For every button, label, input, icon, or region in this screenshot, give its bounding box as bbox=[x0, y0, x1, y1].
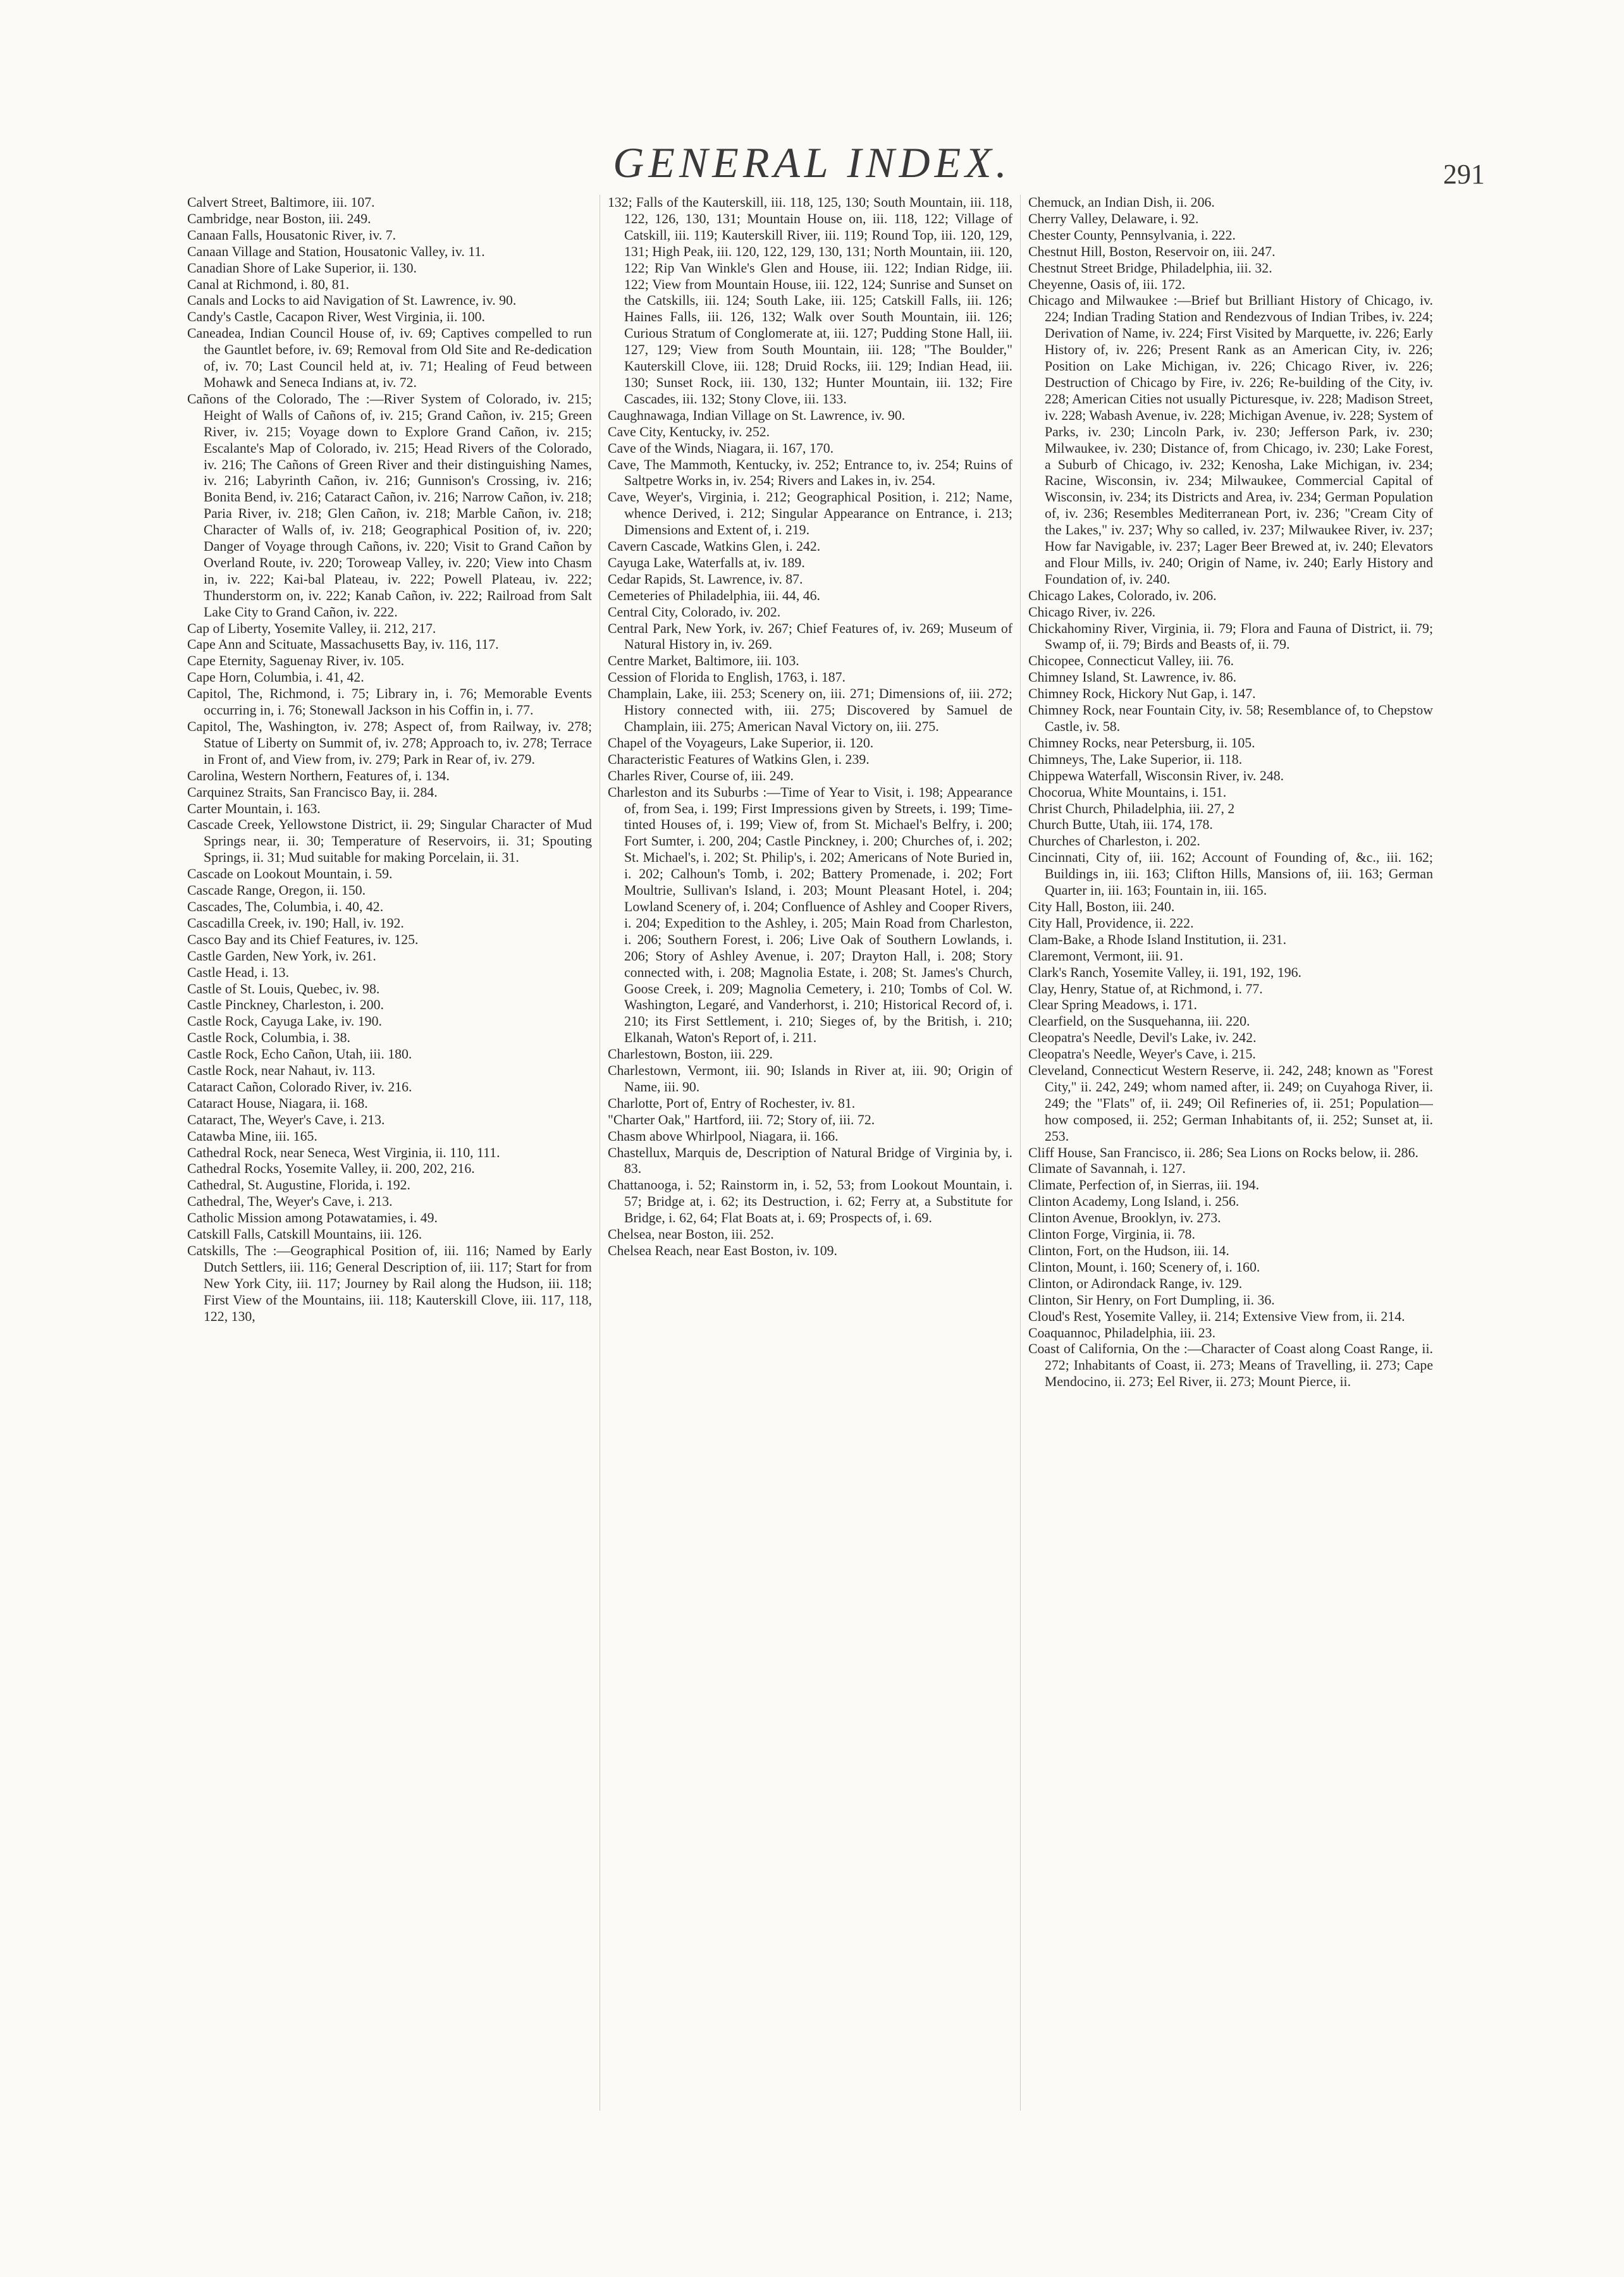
index-entry: Canaan Village and Station, Housatonic Valley, iv. 11. bbox=[187, 243, 485, 259]
index-entry: Cheyenne, Oasis of, iii. 172. bbox=[1028, 276, 1186, 292]
index-entry: Cape Eternity, Saguenay River, iv. 105. bbox=[187, 653, 405, 669]
index-entry: Charlestown, Vermont, iii. 90; Islands in River at, iii. 90; Origin of Name, iii. 90. bbox=[608, 1063, 1012, 1095]
index-entry: Catskills, The :—Geographical Position of, iii. 116; Named by Early Dutch Settlers, iii. 116; General Description of, iii. 117; Start for from New York City, iii. 117; Journey by Rail along the Hudson, iii. 118; First View of the Mountains, iii. 118; Kauterskill Clove, iii. 117, 118, 122, 130, bbox=[187, 1243, 592, 1324]
index-entry: Chelsea Reach, near East Boston, iv. 109. bbox=[608, 1243, 837, 1258]
index-entry: Catholic Mission among Potawatamies, i. 49. bbox=[187, 1210, 438, 1226]
index-entry: Church Butte, Utah, iii. 174, 178. bbox=[1028, 817, 1213, 833]
index-entry: Charles River, Course of, iii. 249. bbox=[608, 768, 794, 783]
index-entry: Cavern Cascade, Watkins Glen, i. 242. bbox=[608, 539, 821, 555]
index-entry: Capitol, The, Richmond, i. 75; Library in, i. 76; Memorable Events occurring in, i. 76; Stonewall Jackson in his Coffin in, i. 77. bbox=[187, 686, 592, 718]
index-entry: "Charter Oak," Hartford, iii. 72; Story of, iii. 72. bbox=[608, 1112, 875, 1127]
index-entry: Cambridge, near Boston, iii. 249. bbox=[187, 211, 371, 226]
index-entry: Clinton Academy, Long Island, i. 256. bbox=[1028, 1194, 1240, 1210]
index-entry: Centre Market, Baltimore, iii. 103. bbox=[608, 653, 799, 669]
index-entry: City Hall, Boston, iii. 240. bbox=[1028, 899, 1175, 914]
index-entry: Catawba Mine, iii. 165. bbox=[187, 1128, 317, 1144]
index-entry: Clinton, Fort, on the Hudson, iii. 14. bbox=[1028, 1243, 1229, 1258]
index-entry: Cape Ann and Scituate, Massachusetts Bay, iv. 116, 117. bbox=[187, 637, 499, 653]
index-entry: Chemuck, an Indian Dish, ii. 206. bbox=[1028, 195, 1215, 210]
index-entry: Cayuga Lake, Waterfalls at, iv. 189. bbox=[608, 555, 805, 570]
index-entry: Clay, Henry, Statue of, at Richmond, i. 77. bbox=[1028, 981, 1263, 997]
index-entry: Catskill Falls, Catskill Mountains, iii. 126. bbox=[187, 1227, 422, 1243]
index-entry: Cincinnati, City of, iii. 162; Account of Founding of, &c., iii. 162; Buildings in, iii. 163; Clifton Hills, Mansions of, iii. 163; German Quarter in, iii. 163; Fountain in, iii. 165. bbox=[1028, 850, 1433, 899]
index-entry: Cap of Liberty, Yosemite Valley, ii. 212, 217. bbox=[187, 620, 436, 636]
index-entry: Cathedral Rock, near Seneca, West Virginia, ii. 110, 111. bbox=[187, 1145, 500, 1160]
index-entry: Chattanooga, i. 52; Rainstorm in, i. 52, 53; from Lookout Mountain, i. 57; Bridge at, i. 62; its Destruction, i. 62; Ferry at, a Substitute for Bridge, i. 62, 64; Flat Boats at, i. 69; Prospects of, i. 69. bbox=[608, 1177, 1012, 1226]
index-entry: Coaquannoc, Philadelphia, iii. 23. bbox=[1028, 1325, 1216, 1341]
index-entry: Cataract House, Niagara, ii. 168. bbox=[187, 1095, 368, 1111]
index-entry: Casco Bay and its Chief Features, iv. 125. bbox=[187, 931, 419, 947]
index-entry: Cascade on Lookout Mountain, i. 59. bbox=[187, 866, 393, 882]
index-entry: Cathedral, St. Augustine, Florida, i. 192. bbox=[187, 1177, 410, 1193]
index-entry: Champlain, Lake, iii. 253; Scenery on, iii. 271; Dimensions of, iii. 272; History connected with, iii. 275; Discovered by Samuel de Champlain, iii. 275; American Naval Victory on, iii. 275. bbox=[608, 686, 1012, 734]
index-entry: Central City, Colorado, iv. 202. bbox=[608, 604, 781, 620]
index-entry: Christ Church, Philadelphia, iii. 27, 2 bbox=[1028, 801, 1235, 816]
index-entry: Chasm above Whirlpool, Niagara, ii. 166. bbox=[608, 1128, 839, 1144]
index-entry: Cascade Creek, Yellowstone District, ii. 29; Singular Character of Mud Springs near, ii. 30; Temperature of Reservoirs, ii. 31; Spouting Springs, ii. 31; Mud suitable for making Porcelain, ii. 31. bbox=[187, 817, 592, 866]
index-entry: Canals and Locks to aid Navigation of St. Lawrence, iv. 90. bbox=[187, 293, 517, 309]
index-entry: Cleveland, Connecticut Western Reserve, ii. 242, 248; known as "Forest City," ii. 242, 249; whom named after, ii. 249; on Cuyahoga River, ii. 249; the "Flats" of, ii. 249; Oil Refineries of, ii. 251; Population—how composed, ii. 252; German Inhabitants of, ii. 252; Sunset at, ii. 253. bbox=[1028, 1063, 1433, 1144]
index-entry: Cloud's Rest, Yosemite Valley, ii. 214; Extensive View from, ii. 214. bbox=[1028, 1308, 1405, 1324]
index-entry: Chicago and Milwaukee :—Brief but Brilliant History of Chicago, iv. 224; Indian Trading Station and Rendezvous of Indian Tribes, iv. 224; Derivation of Name, iv. 224; First Visited by Marquette, iv. 226; Early History of, iv. 226; Present Rank as an American City, iv. 226; Position on Lake Michigan, iv. 226; Chicago River, iv. 226; Destruction of Chicago by Fire, iv. 226; Re-building of the City, iv. 228; American Cities not usually Picturesque, iv. 228; Madison Street, iv. 228; Wabash Avenue, iv. 228; Michigan Avenue, iv. 228; System of Parks, iv. 230; Lincoln Park, iv. 230; Jefferson Park, iv. 230; Milwaukee, iv. 230; Distance of, from Chicago, iv. 230; Lake Forest, a Suburb of Chicago, iv. 232; Kenosha, Lake Michigan, iv. 234; Racine, Wisconsin, iv. 234; Milwaukee, Commercial Capital of Wisconsin, iv. 234; its Districts and Area, iv. 234; German Population of, iv. 236; Resembles Mediterranean Port, iv. 236; "Cream City of the Lakes," iv. 237; Why so called, iv. 237; Milwaukee River, iv. 237; How far Navigable, iv. 237; Lager Beer Brewed at, iv. 240; Elevators and Flour Mills, iv. 240; Origin of Name, iv. 240; Early History and Foundation of, iv. 240. bbox=[1028, 293, 1433, 587]
index-entry: Charlotte, Port of, Entry of Rochester, iv. 81. bbox=[608, 1095, 856, 1111]
index-entry: Claremont, Vermont, iii. 91. bbox=[1028, 948, 1183, 964]
index-entry: Cataract, The, Weyer's Cave, i. 213. bbox=[187, 1112, 385, 1127]
index-entry: Cathedral, The, Weyer's Cave, i. 213. bbox=[187, 1194, 393, 1210]
index-entry: Cascades, The, Columbia, i. 40, 42. bbox=[187, 899, 384, 914]
index-entry: Castle Pinckney, Charleston, i. 200. bbox=[187, 997, 384, 1013]
index-entry: Chimney Rock, Hickory Nut Gap, i. 147. bbox=[1028, 686, 1256, 702]
index-entry: Chippewa Waterfall, Wisconsin River, iv. 248. bbox=[1028, 768, 1284, 783]
index-entry: Clark's Ranch, Yosemite Valley, ii. 191, 192, 196. bbox=[1028, 964, 1301, 980]
index-entry: Castle Rock, Columbia, i. 38. bbox=[187, 1030, 350, 1046]
index-entry: Climate, Perfection of, in Sierras, iii. 194. bbox=[1028, 1177, 1260, 1193]
index-entry: Clinton, Sir Henry, on Fort Dumpling, ii. 36. bbox=[1028, 1292, 1275, 1308]
index-entry: Candy's Castle, Cacapon River, West Virginia, ii. 100. bbox=[187, 309, 485, 325]
index-entry: Cascadilla Creek, iv. 190; Hall, iv. 192. bbox=[187, 915, 404, 931]
index-entry: Cape Horn, Columbia, i. 41, 42. bbox=[187, 670, 364, 685]
index-entry: Cascade Range, Oregon, ii. 150. bbox=[187, 883, 366, 899]
index-entry: Cave, The Mammoth, Kentucky, iv. 252; Entrance to, iv. 254; Ruins of Saltpetre Works in, iv. 254; Rivers and Lakes in, iv. 254. bbox=[608, 457, 1012, 489]
index-entry: Chestnut Hill, Boston, Reservoir on, iii. 247. bbox=[1028, 243, 1276, 259]
index-entry: Clear Spring Meadows, i. 171. bbox=[1028, 997, 1197, 1013]
index-entry: Carquinez Straits, San Francisco Bay, ii. 284. bbox=[187, 784, 438, 800]
index-entry: Cathedral Rocks, Yosemite Valley, ii. 200, 202, 216. bbox=[187, 1161, 475, 1177]
index-entry: Characteristic Features of Watkins Glen, i. 239. bbox=[608, 751, 870, 767]
index-entry: Cave City, Kentucky, iv. 252. bbox=[608, 424, 770, 439]
index-entry: Chimney Rock, near Fountain City, iv. 58; Resemblance of, to Chepstow Castle, iv. 58. bbox=[1028, 703, 1433, 734]
index-entry: Castle of St. Louis, Quebec, iv. 98. bbox=[187, 981, 380, 997]
index-entry: Chicago River, iv. 226. bbox=[1028, 604, 1156, 620]
index-entry: Clearfield, on the Susquehanna, iii. 220. bbox=[1028, 1014, 1250, 1029]
index-entry: Caneadea, Indian Council House of, iv. 69; Captives compelled to run the Gauntlet before, iv. 69; Removal from Old Site and Re-dedication of, iv. 70; Last Council held at, iv. 71; Healing of Feud between Mohawk and Seneca Indians at, iv. 72. bbox=[187, 326, 592, 390]
index-entry: Cliff House, San Francisco, ii. 286; Sea Lions on Rocks below, ii. 286. bbox=[1028, 1145, 1418, 1160]
index-entry: Cleopatra's Needle, Devil's Lake, iv. 242. bbox=[1028, 1030, 1257, 1046]
index-entry: Chastellux, Marquis de, Description of Natural Bridge of Virginia by, i. 83. bbox=[608, 1145, 1012, 1177]
index-entry: Cataract Cañon, Colorado River, iv. 216. bbox=[187, 1079, 412, 1095]
index-entry: 132; Falls of the Kauterskill, iii. 118, 125, 130; South Mountain, iii. 118, 122, 126, 130, 131; Mountain House on, iii. 118, 122; Village of Catskill, iii. 119; Kauterskill River, iii. 119; Round Top, iii. 120, 129, 131; High Peak, iii. 120, 122, 129, 130, 131; North Mountain, iii. 120, 122; Rip Van Winkle's Glen and House, iii. 122; Indian Ridge, iii. 122; View from Mountain House, iii. 122, 124; Sunrise and Sunset on the Catskills, iii. 124; South Lake, iii. 125; Catskill Falls, iii. 126; Haines Falls, iii. 126, 132; Walk over South Mountain, iii. 126; Curious Stratum of Conglomerate at, iii. 127; Pudding Stone Hall, iii. 127, 129; View from South Mountain, iii. 128; "The Boulder," Kauterskill Clove, iii. 128; Druid Rocks, iii. 129; Indian Head, iii. 130; Sunset Rock, iii. 130, 132; Hunter Mountain, iii. 132; Fire Cascades, iii. 132; Stony Clove, iii. 133. bbox=[608, 195, 1012, 407]
index-entry: Chapel of the Voyageurs, Lake Superior, ii. 120. bbox=[608, 735, 874, 751]
index-entry: Cave, Weyer's, Virginia, i. 212; Geographical Position, i. 212; Name, whence Derived, i. 212; Singular Appearance on Entrance, i. 213; Dimensions and Extent of, i. 219. bbox=[608, 489, 1012, 538]
index-entry: Chelsea, near Boston, iii. 252. bbox=[608, 1227, 774, 1243]
index-entry: Chimney Island, St. Lawrence, iv. 86. bbox=[1028, 670, 1237, 685]
index-entry: Coast of California, On the :—Character of Coast along Coast Range, ii. 272; Inhabitants of Coast, ii. 273; Means of Travelling, ii. 273; Cape Mendocino, ii. 273; Eel River, ii. 273; Mount Pierce, ii. bbox=[1028, 1341, 1433, 1390]
index-entry: Capitol, The, Washington, iv. 278; Aspect of, from Railway, iv. 278; Statue of Liberty on Summit of, iv. 278; Approach to, iv. 278; Terrace in Front of, and View from, iv. 279; Park in Rear of, iv. 279. bbox=[187, 719, 592, 767]
index-entry: Caughnawaga, Indian Village on St. Lawrence, iv. 90. bbox=[608, 407, 906, 423]
index-entry: Clinton Forge, Virginia, ii. 78. bbox=[1028, 1227, 1195, 1243]
index-entry: Castle Rock, Cayuga Lake, iv. 190. bbox=[187, 1014, 382, 1029]
index-entry: Chicago Lakes, Colorado, iv. 206. bbox=[1028, 587, 1217, 603]
index-columns bbox=[187, 195, 1433, 2117]
index-entry: Carolina, Western Northern, Features of, i. 134. bbox=[187, 768, 450, 783]
index-entry: Charleston and its Suburbs :—Time of Year to Visit, i. 198; Appearance of, from Sea, i. 199; First Impressions given by Streets, i. 199; Time-tinted Houses of, i. 199; View of, from St. Michael's Belfry, i. 200; Fort Sumter, i. 200, 204; Castle Pinckney, i. 200; Churches of, i. 202; St. Michael's, i. 202; St. Philip's, i. 202; Americans of Note Buried in, i. 202; Calhoun's Tomb, i. 202; Battery Promenade, i. 202; Fort Moultrie, Sullivan's Island, i. 203; Mount Pleasant Hotel, i. 204; Lowland Scenery of, i. 204; Confluence of Ashley and Cooper Rivers, i. 204; Expedition to the Ashley, i. 205; Main Road from Charleston, i. 206; Southern Forest, i. 206; Live Oak of Southern Lowlands, i. 206; Story of Ashley Avenue, i. 207; Drayton Hall, i. 208; Story connected with, i. 208; Magnolia Estate, i. 208; St. James's Church, Goose Creek, i. 209; Magnolia Cemetery, i. 210; Tombs of Col. W. Washington, Legaré, and Vanderhorst, i. 210; Historical Record of, i. 210; its First Settlement, i. 210; Sieges of, by the British, i. 210; Elkanah, Waton's Report of, i. 211. bbox=[608, 784, 1012, 1046]
page-title: GENERAL INDEX. bbox=[613, 138, 1011, 187]
index-entry: Clinton, or Adirondack Range, iv. 129. bbox=[1028, 1275, 1243, 1291]
index-entry: Chickahominy River, Virginia, ii. 79; Flora and Fauna of District, ii. 79; Swamp of, ii. 79; Birds and Beasts of, ii. 79. bbox=[1028, 620, 1433, 653]
index-entry: Clinton, Mount, i. 160; Scenery of, i. 160. bbox=[1028, 1259, 1260, 1275]
index-entry: Castle Garden, New York, iv. 261. bbox=[187, 948, 376, 964]
index-entry: Chestnut Street Bridge, Philadelphia, iii. 32. bbox=[1028, 260, 1272, 276]
index-entry: Cedar Rapids, St. Lawrence, iv. 87. bbox=[608, 571, 803, 587]
index-entry: Canadian Shore of Lake Superior, ii. 130. bbox=[187, 260, 417, 276]
index-entry: Cañons of the Colorado, The :—River System of Colorado, iv. 215; Height of Walls of Cañons of, iv. 215; Grand Cañon, iv. 215; Green River, iv. 215; Voyage down to Explore Grand Cañon, iv. 215; Escalante's Map of Colorado, iv. 215; Head Rivers of the Colorado, iv. 216; The Cañons of Green River and their distinguishing Names, iv. 216; Labyrinth Cañon, iv. 216; Gunnison's Crossing, iv. 216; Bonita Bend, iv. 216; Cataract Cañon, iv. 216; Narrow Cañon, iv. 218; Paria River, iv. 218; Glen Cañon, iv. 218; Marble Cañon, iv. 218; Character of Walls of, iv. 218; Geographical Position of, iv. 220; Danger of Voyage through Cañons, iv. 220; Visit to Grand Cañon by Overland Route, iv. 220; Toroweap Valley, iv. 220; View into Chasm in, iv. 222; Kai-bal Plateau, iv. 222; Powell Plateau, iv. 222; Thunderstorm on, iv. 222; Kanab Cañon, iv. 222; Railroad from Salt Lake City to Grand Cañon, iv. 222. bbox=[187, 391, 592, 620]
index-entry: Castle Head, i. 13. bbox=[187, 964, 290, 980]
index-entry: Churches of Charleston, i. 202. bbox=[1028, 833, 1200, 849]
index-column-left bbox=[187, 195, 592, 2117]
index-column-middle bbox=[608, 195, 1012, 2117]
index-column-right bbox=[1028, 195, 1433, 2117]
index-entry: Castle Rock, near Nahaut, iv. 113. bbox=[187, 1063, 376, 1079]
index-entry: Cave of the Winds, Niagara, ii. 167, 170. bbox=[608, 440, 834, 456]
index-entry: Clam-Bake, a Rhode Island Institution, ii. 231. bbox=[1028, 931, 1287, 947]
index-entry: Cherry Valley, Delaware, i. 92. bbox=[1028, 211, 1199, 226]
index-entry: Cession of Florida to English, 1763, i. 187. bbox=[608, 670, 846, 685]
index-entry: Chester County, Pennsylvania, i. 222. bbox=[1028, 227, 1236, 243]
index-entry: Chocorua, White Mountains, i. 151. bbox=[1028, 784, 1227, 800]
index-entry: Canaan Falls, Housatonic River, iv. 7. bbox=[187, 227, 397, 243]
index-entry: Chimneys, The, Lake Superior, ii. 118. bbox=[1028, 751, 1243, 767]
index-entry: Cemeteries of Philadelphia, iii. 44, 46. bbox=[608, 587, 820, 603]
index-entry: Chimney Rocks, near Petersburg, ii. 105. bbox=[1028, 735, 1255, 751]
column-divider bbox=[1020, 195, 1021, 2111]
index-entry: Climate of Savannah, i. 127. bbox=[1028, 1161, 1186, 1177]
index-entry: Charlestown, Boston, iii. 229. bbox=[608, 1046, 773, 1062]
index-entry: Central Park, New York, iv. 267; Chief Features of, iv. 269; Museum of Natural History in, iv. 269. bbox=[608, 620, 1012, 653]
index-entry: City Hall, Providence, ii. 222. bbox=[1028, 915, 1194, 931]
index-entry: Carter Mountain, i. 163. bbox=[187, 801, 321, 816]
page-number: 291 bbox=[1443, 159, 1485, 190]
index-entry: Calvert Street, Baltimore, iii. 107. bbox=[187, 195, 375, 210]
index-entry: Chicopee, Connecticut Valley, iii. 76. bbox=[1028, 653, 1234, 669]
index-entry: Cleopatra's Needle, Weyer's Cave, i. 215. bbox=[1028, 1046, 1256, 1062]
index-entry: Castle Rock, Echo Cañon, Utah, iii. 180. bbox=[187, 1046, 412, 1062]
index-entry: Canal at Richmond, i. 80, 81. bbox=[187, 276, 350, 292]
index-entry: Clinton Avenue, Brooklyn, iv. 273. bbox=[1028, 1210, 1221, 1226]
